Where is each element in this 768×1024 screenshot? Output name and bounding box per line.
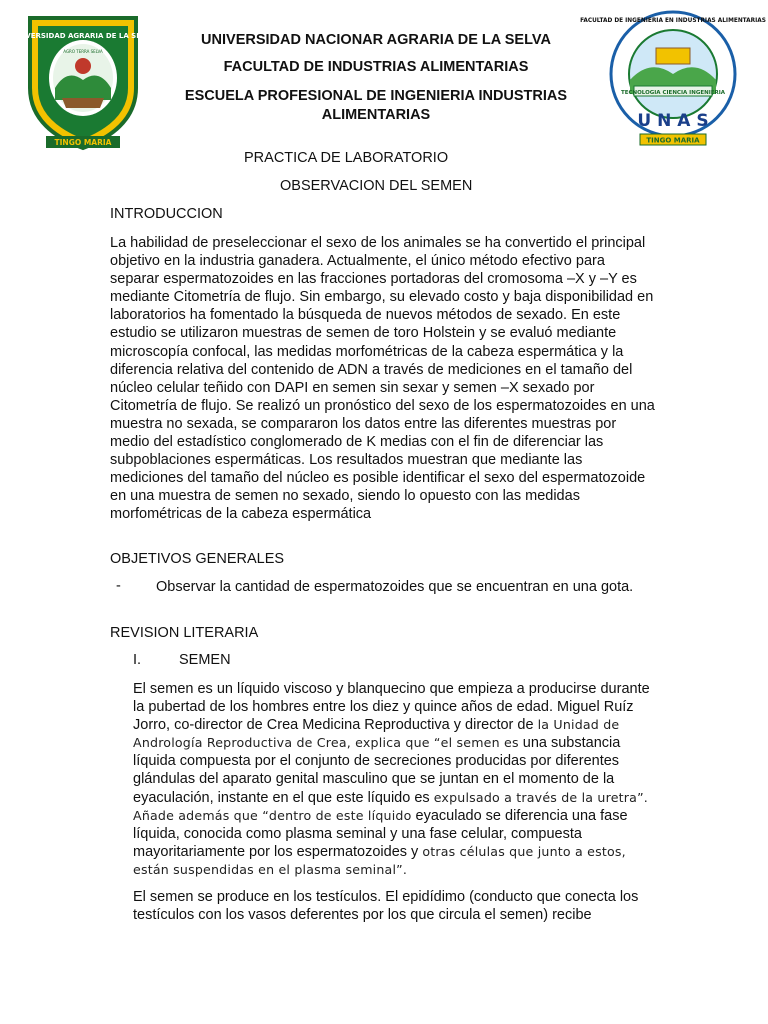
right-logo-ring-text: FACULTAD DE INGENIERIA EN INDUSTRIAS ALIMENTARIAS — [580, 18, 766, 24]
semen-paragraph-1 — [133, 680, 653, 879]
school-name: ESCUELA PROFESIONAL DE INGENIERIA INDUSTRIAS ALIMENTARIAS — [184, 88, 568, 123]
university-name: UNIVERSIDAD NACIONAR AGRARIA DE LA SELVA — [201, 32, 551, 48]
semen-text-e: eyaculado se diferencia una fase líquida, conocida como plasma seminal y una fase celular, compuesta mayoritariamente por los espermatozoides y — [133, 807, 628, 860]
intro-heading: INTRODUCCION — [110, 206, 223, 222]
left-logo-ring-text: UNIVERSIDAD AGRARIA DE LA SELVA — [11, 32, 155, 40]
bullet-dash: - — [116, 578, 121, 594]
left-logo-motto: AGRO TERRA SELVA — [63, 49, 103, 54]
university-shield-logo — [11, 8, 155, 154]
practice-title: PRACTICA DE LABORATORIO — [244, 150, 449, 166]
intro-paragraph: La habilidad de preseleccionar el sexo de los animales se ha convertido el principal objetivo en la industria ganadera. Actualmente, el único método efectivo para separar espermatozoides en las fracciones portadoras del cromosoma –X y –Y es mediante Citometría de flujo. Sin embargo, su elevado costo y baja disponibilidad en laboratorios ha fomentado la búsqueda de nuevos métodos de sexado. En este estudio se utilizaron muestras de semen de toro Holstein y se evaluó mediante microscopía confocal, las medidas morfométricas de la cabeza espermática y la diferencia relativa del contenido de ADN a través de mediciones en el tamaño del núcleo celular teñido con DAPI en semen sin sexar y semen –X sexado por Citometría de flujo. Se realizó un pronóstico del sexo de los espermatozoides en una muestra no sexada, se compararon los datos entre las diferentes muestras por medio del estadístico conglomerado de K medias con el fin de diferenciar las subpoblaciones espermáticas. Los resultados muestran que mediante las mediciones del tamaño del núcleo es posible identificar el sexo del espermatozoide en una muestra de semen no sexado, siendo lo opuesto con las medidas morfométricas de la cabeza espermática — [110, 235, 655, 523]
objectives-heading: OBJETIVOS GENERALES — [110, 551, 285, 567]
subsection-number: I. — [133, 652, 142, 668]
semen-text-c: una substancia líquida compuesta por el conjunto de secreciones producidas por diferentes glándulas del aparato genital masculino que se juntan en el momento de la eyaculación, instante en el que este líquido es — [133, 735, 621, 806]
semen-text-d: expulsado a través de la uretra”. Añade además que “dentro de este líquido — [133, 789, 648, 823]
right-logo-letters: U N A S — [637, 111, 709, 131]
objective-text: Observar la cantidad de espermatozoides que se encuentran en una gota. — [156, 579, 634, 595]
semen-text-a: El semen es un líquido viscoso y blanquecino que empieza a producirse durante la pubertad de los hombres entre los diez y quince años de edad. Miguel Ruíz Jorro, co-director de Crea Medicina Reproductiva y director de — [133, 681, 650, 734]
right-logo-ribbon: TINGO MARIA — [646, 136, 700, 145]
semen-text-f: otras células que junto a estos, están suspendidas en el plasma seminal”. — [133, 843, 626, 877]
review-heading: REVISION LITERARIA — [110, 625, 259, 641]
subsection-label: SEMEN — [179, 652, 231, 668]
right-logo-banner: TECNOLOGIA CIENCIA INGENIERIA — [620, 90, 726, 96]
semen-text-b: la Unidad de Andrología Reproductiva de Crea, explica que “el semen es — [133, 717, 620, 751]
faculty-circle-logo — [580, 8, 766, 150]
semen-paragraph-2: El semen se produce en los testículos. El epidídimo (conducto que conecta los testículos con los vasos deferentes por los que circula el semen) recibe — [133, 889, 639, 924]
faculty-name: FACULTAD DE INDUSTRIAS ALIMENTARIAS — [223, 59, 529, 75]
practice-subtitle: OBSERVACION DEL SEMEN — [280, 178, 473, 194]
left-logo-ribbon: TINGO MARIA — [54, 138, 112, 147]
